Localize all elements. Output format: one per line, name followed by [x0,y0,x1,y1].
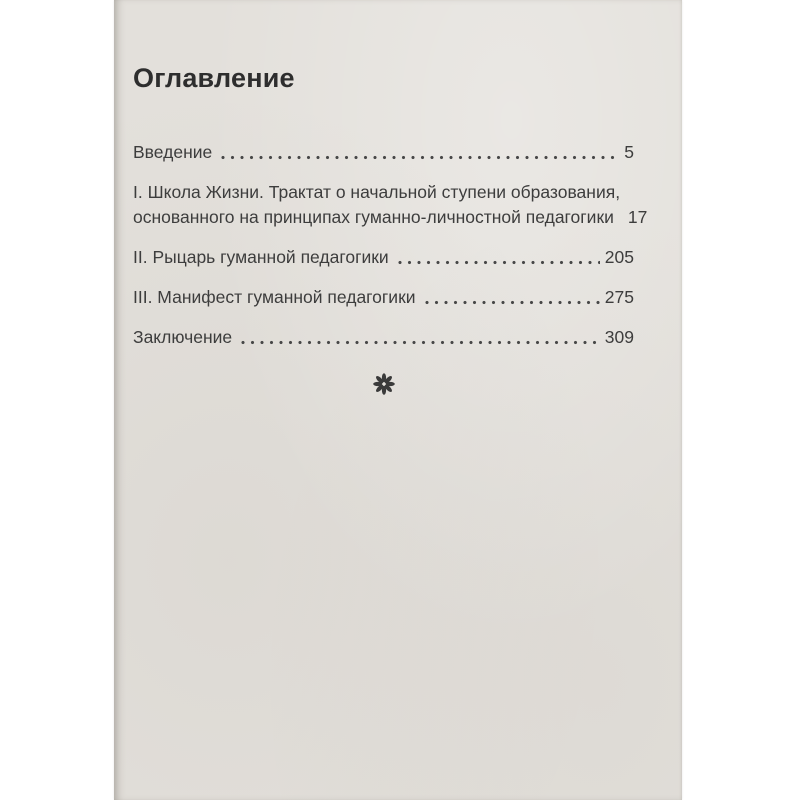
toc-line [133,325,634,350]
toc-line [133,205,648,230]
entry-title: III. Манифест гуманной педагогики [133,287,416,307]
page-number: 205 [604,247,634,267]
scanned-book-page [114,0,682,800]
page-number: 17 [627,207,648,227]
page-number: 275 [604,287,634,307]
dot-leader [241,340,600,345]
toc-entry [133,285,634,310]
toc-entry [133,245,634,270]
entry-title: основанного на принципах гуманно-личностной педагогики [133,207,614,227]
entry-title: II. Рыцарь гуманной педагогики [133,247,389,267]
flower-ornament-icon [372,372,396,396]
page-title: Оглавление [133,63,295,93]
page-number: 309 [604,327,634,347]
toc-entry [133,180,648,230]
toc-list [133,140,648,350]
toc-entry [133,325,634,350]
entry-title: Введение [133,142,213,162]
ornament-wrap [133,372,634,396]
entry-title: Заключение [133,327,233,347]
toc-line [133,285,634,310]
toc-content [114,62,682,396]
toc-entry [133,140,634,165]
toc-line [133,140,634,165]
dot-leader [398,260,600,265]
page-number: 5 [624,142,634,162]
toc-line [133,180,634,205]
dot-leader [221,155,619,160]
entry-title: I. Школа Жизни. Трактат о начальной ступени образования, [133,182,621,202]
dot-leader [425,300,600,305]
toc-line [133,245,634,270]
